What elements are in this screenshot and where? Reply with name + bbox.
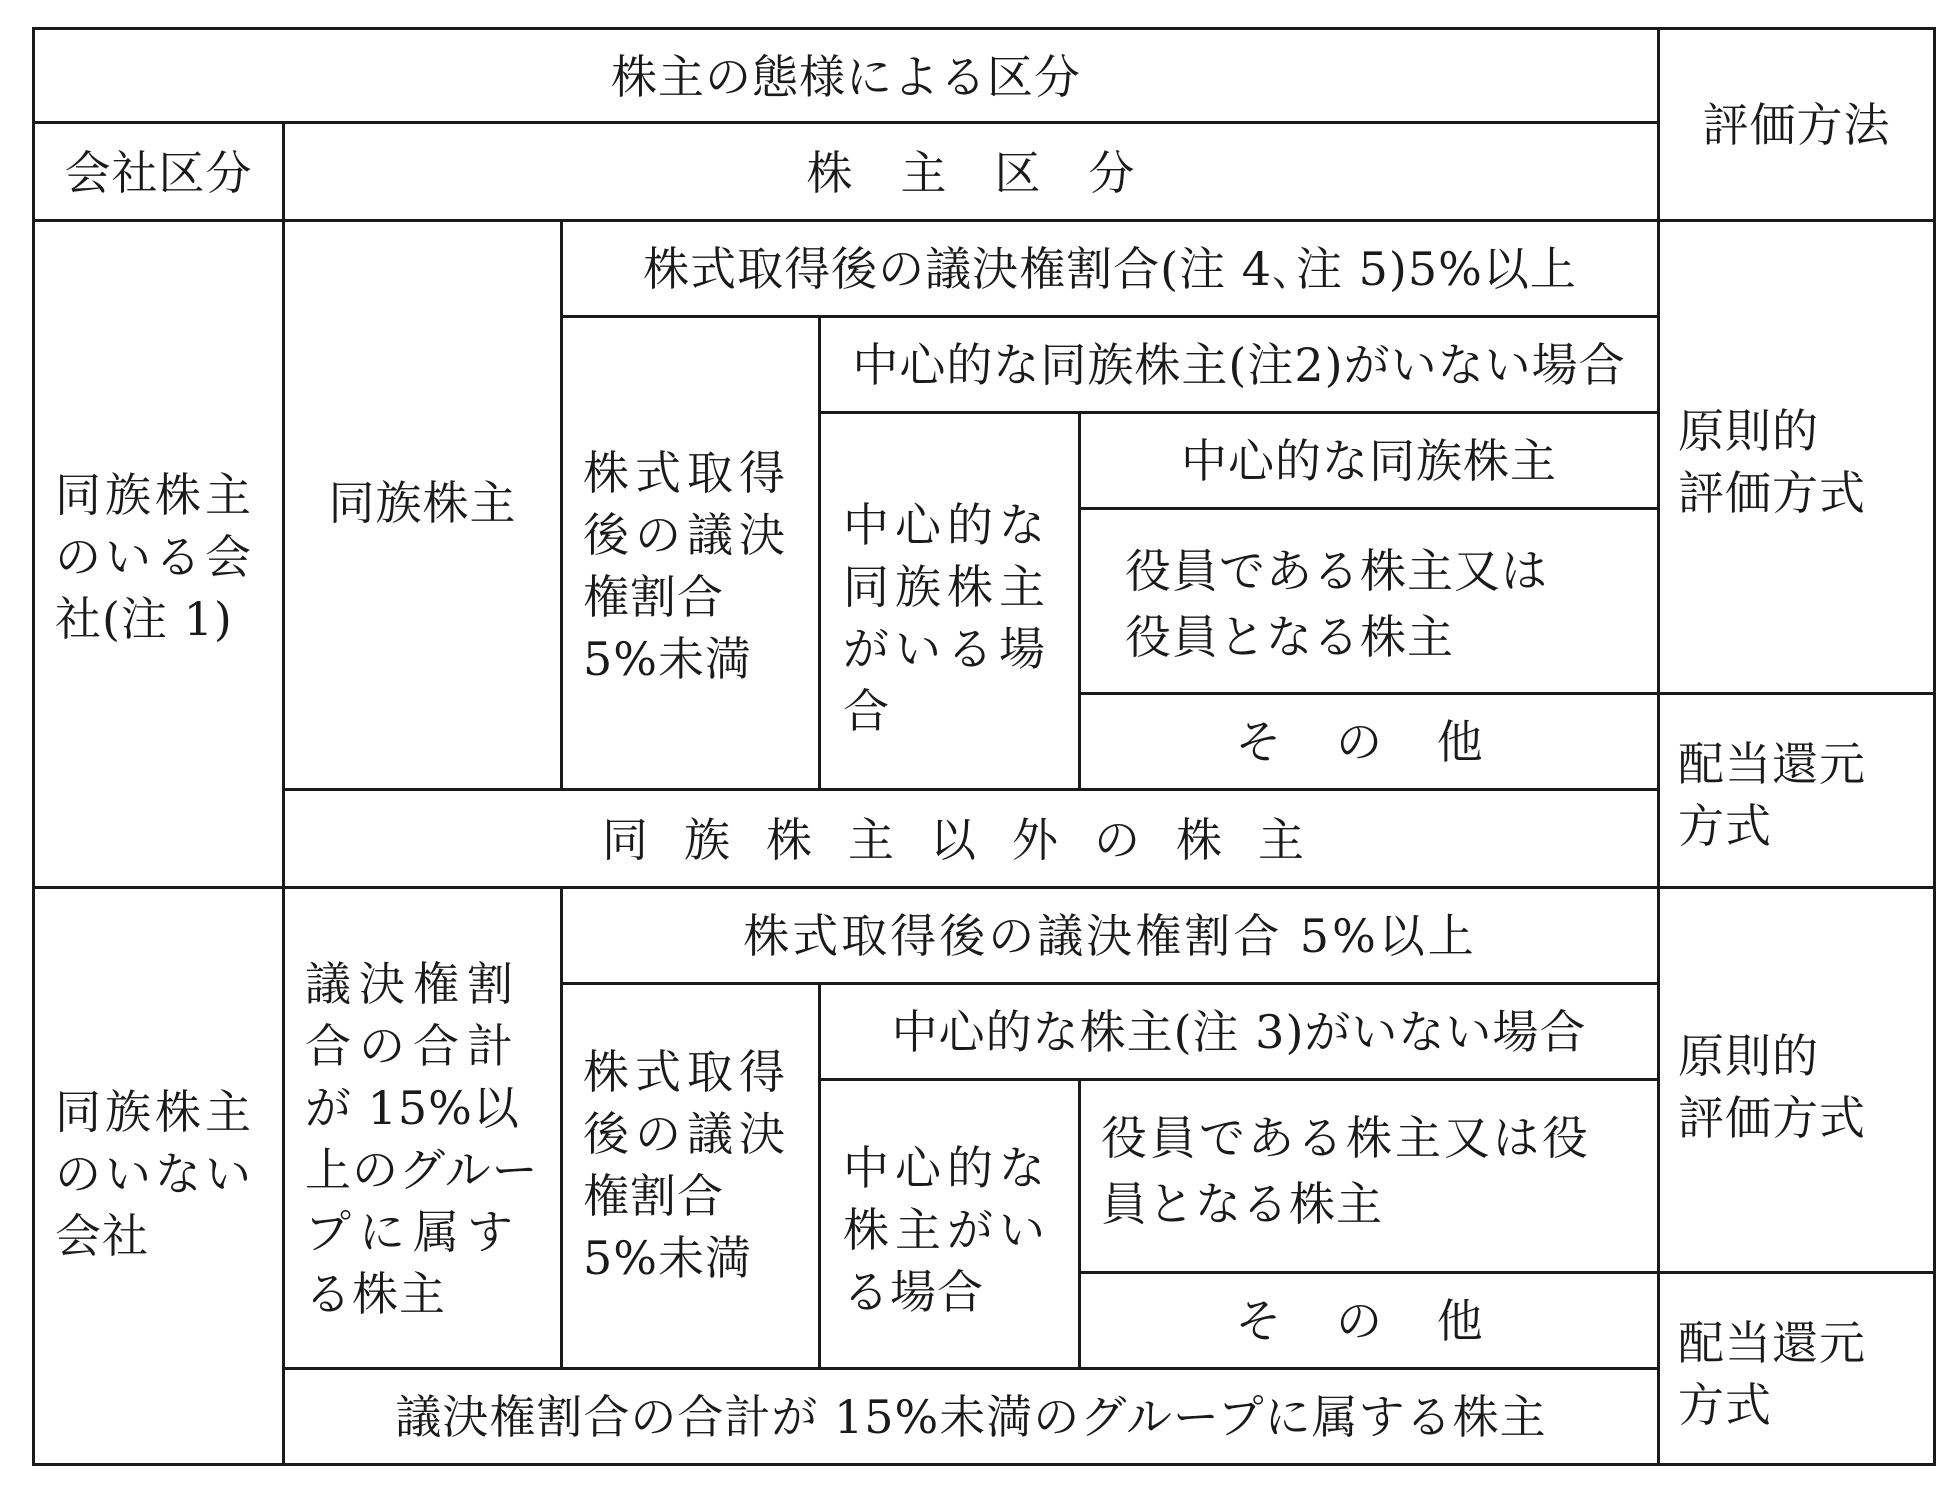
s2-group-15-cell xyxy=(282,886,563,1370)
s1-has-central-line3: がいる場 xyxy=(843,622,1051,676)
s2-has-central-cell xyxy=(818,1078,1081,1370)
s1-method-principle-line2: 評価方式 xyxy=(1678,466,1866,520)
s2-ratio-over5-cell xyxy=(560,886,1660,985)
s1-officer-line1: 役員である株主又は xyxy=(1125,544,1548,598)
header-evaluation-method: 評価方法 xyxy=(1702,98,1891,152)
s1-no-central-cell xyxy=(818,315,1660,414)
header-shareholder-category: 株 主 区 分 xyxy=(806,146,1136,200)
header-shareholder-category-cell xyxy=(282,121,1660,222)
s1-non-family: 同族株主以外の株主 xyxy=(602,813,1340,867)
s1-has-central-line4: 合 xyxy=(843,684,890,738)
s2-company-line2: のいない xyxy=(55,1147,255,1201)
s1-non-family-cell xyxy=(282,788,1660,889)
s2-group-15-line1: 議決権割 xyxy=(305,957,521,1011)
s1-no-central: 中心的な同族株主(注2)がいない場合 xyxy=(852,338,1626,392)
s2-ratio-under5-line3: 権割合 xyxy=(583,1169,724,1223)
s2-ratio-under5-line4: 5%未満 xyxy=(583,1231,752,1285)
s2-method-dividend-cell xyxy=(1657,1271,1936,1466)
s2-group-15-line4: 上のグルー xyxy=(305,1143,539,1197)
s1-company-line3: 社(注 1) xyxy=(55,592,233,646)
s1-has-central-cell xyxy=(818,411,1081,791)
header-company-category: 会社区分 xyxy=(64,146,253,200)
s2-method-principle-line2: 評価方式 xyxy=(1678,1091,1866,1145)
s2-company-line3: 会社 xyxy=(55,1209,149,1263)
s2-ratio-under5-line2: 後の議決 xyxy=(583,1107,791,1161)
s1-method-principle-cell xyxy=(1657,219,1936,695)
s2-company-line1: 同族株主 xyxy=(55,1085,255,1139)
header-company-category-cell xyxy=(32,121,285,222)
header-shareholder-mode-cell xyxy=(32,27,1660,124)
s1-method-dividend-line1: 配当還元 xyxy=(1678,737,1866,791)
s2-has-central-line3: る場合 xyxy=(843,1265,984,1319)
s2-no-central: 中心的な株主(注 3)がいない場合 xyxy=(891,1005,1587,1059)
s1-ratio-under5-line1: 株式取得 xyxy=(583,446,791,500)
s1-ratio-under5-line2: 後の議決 xyxy=(583,508,791,562)
s2-group-under15: 議決権割合の合計が 15%未満のグループに属する株主 xyxy=(395,1390,1547,1444)
s2-has-central-line1: 中心的な xyxy=(843,1141,1051,1195)
s1-method-dividend-line2: 方式 xyxy=(1678,799,1772,853)
s2-officer-line1: 役員である株主又は役 xyxy=(1101,1111,1591,1165)
s1-central-shareholder-cell xyxy=(1078,411,1660,510)
s2-group-15-line2: 合の合計 xyxy=(305,1019,521,1073)
s1-has-central-line2: 同族株主 xyxy=(843,560,1051,614)
s1-officer-cell xyxy=(1078,507,1660,695)
s2-method-dividend-line1: 配当還元 xyxy=(1678,1316,1866,1370)
s1-family-shareholder-cell xyxy=(282,219,563,791)
s1-method-dividend-cell xyxy=(1657,692,1936,889)
s1-company-cell xyxy=(32,219,285,889)
s2-company-cell xyxy=(32,886,285,1466)
s2-method-dividend-line2: 方式 xyxy=(1678,1378,1772,1432)
header-evaluation-method-cell xyxy=(1657,27,1936,222)
s2-group-15-line6: る株主 xyxy=(305,1267,446,1321)
s2-ratio-over5: 株式取得後の議決権割合 5%以上 xyxy=(743,909,1477,963)
s2-other-cell xyxy=(1078,1271,1660,1370)
s2-other: そ の 他 xyxy=(1235,1294,1503,1348)
s2-group-under15-cell xyxy=(282,1367,1660,1466)
s1-company-line2: のいる会 xyxy=(55,530,255,584)
s1-family-shareholder: 同族株主 xyxy=(328,476,517,530)
s2-method-principle-cell xyxy=(1657,886,1936,1274)
s1-has-central-line1: 中心的な xyxy=(843,498,1051,552)
s2-ratio-under5-cell xyxy=(560,982,821,1370)
s2-method-principle-line1: 原則的 xyxy=(1678,1029,1819,1083)
s1-ratio-over5-cell xyxy=(560,219,1660,318)
s1-ratio-under5-line3: 権割合 xyxy=(583,570,724,624)
s1-method-principle-line1: 原則的 xyxy=(1678,404,1819,458)
s1-ratio-under5-cell xyxy=(560,315,821,791)
s2-ratio-under5-line1: 株式取得 xyxy=(583,1045,791,1099)
header-shareholder-mode: 株主の態様による区分 xyxy=(611,50,1081,104)
s2-has-central-line2: 株主がい xyxy=(843,1203,1051,1257)
s1-company-line1: 同族株主 xyxy=(55,468,255,522)
s2-group-15-line3: が 15%以 xyxy=(305,1081,520,1135)
s1-officer-line2: 役員となる株主 xyxy=(1125,610,1454,664)
s1-other-cell xyxy=(1078,692,1660,791)
s2-group-15-line5: プに属す xyxy=(305,1205,521,1259)
s1-ratio-under5-line4: 5%未満 xyxy=(583,632,752,686)
s1-central-shareholder: 中心的な同族株主 xyxy=(1181,434,1557,488)
s2-officer-cell xyxy=(1078,1078,1660,1274)
s2-no-central-cell xyxy=(818,982,1660,1081)
s1-other: そ の 他 xyxy=(1235,715,1503,769)
s2-officer-line2: 員となる株主 xyxy=(1101,1177,1383,1231)
s1-ratio-over5: 株式取得後の議決権割合(注 4､注 5)5%以上 xyxy=(643,242,1577,296)
